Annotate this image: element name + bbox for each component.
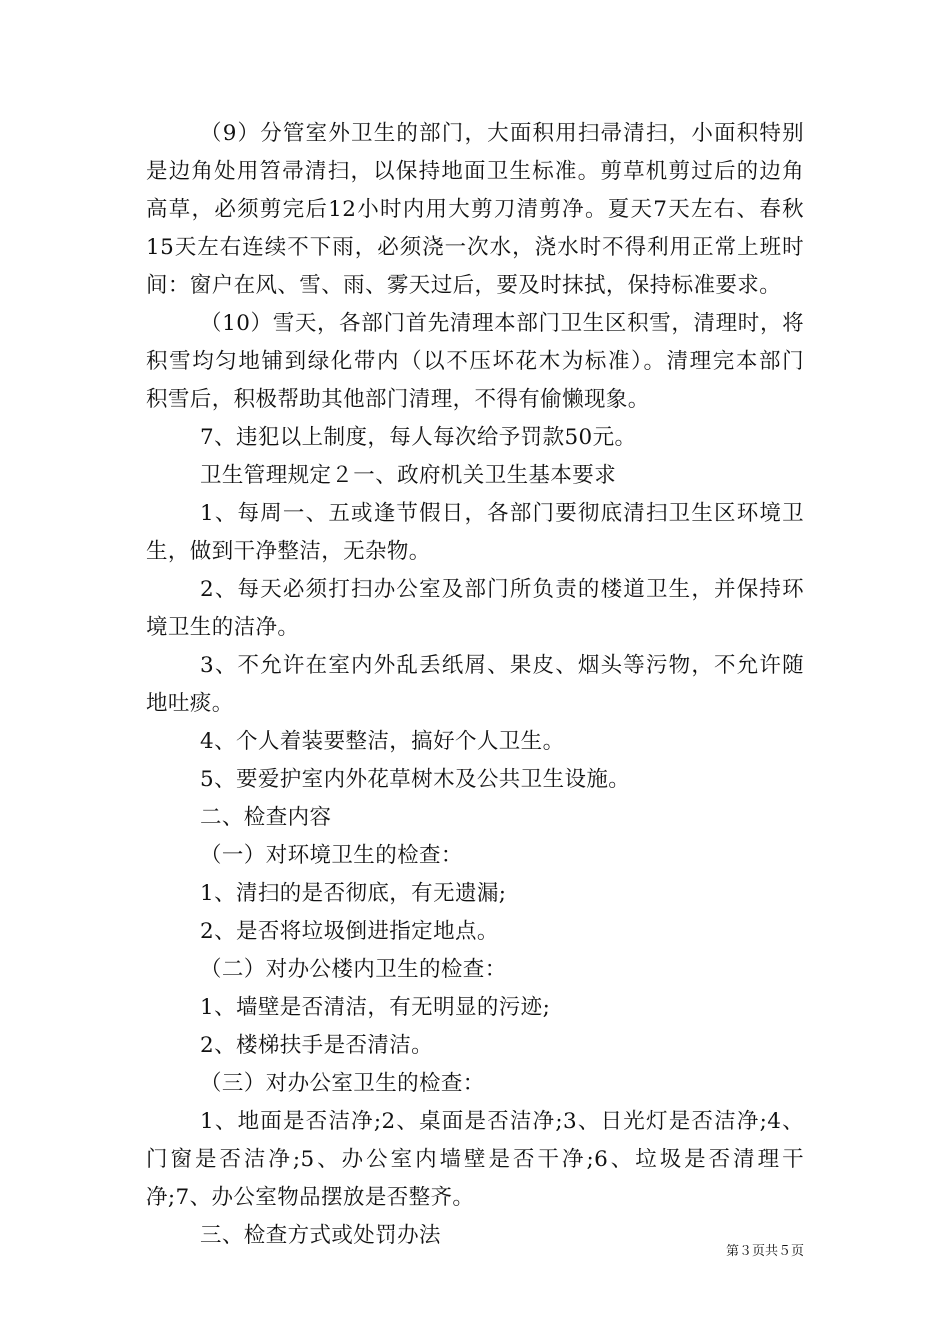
paragraph-line: （9）分管室外卫生的部门，大面积用扫帚清扫，小面积特别 (200, 121, 804, 146)
paragraph-line: 4、个人着装要整洁，搞好个人卫生。 (200, 729, 565, 754)
paragraph-line: 净;7、办公室物品摆放是否整齐。 (146, 1185, 475, 1210)
paragraph-line: 15天左右连续不下雨，必须浇一次水，浇水时不得利用正常上班时 (146, 235, 804, 260)
section-heading: 三、检查方式或处罚办法 (200, 1223, 441, 1248)
paragraph-line: 1、每周一、五或逢节假日，各部门要彻底清扫卫生区环境卫 (200, 501, 804, 526)
paragraph-line: 是边角处用笤帚清扫，以保持地面卫生标准。剪草机剪过后的边角 (146, 159, 804, 184)
paragraph-line: 积雪均匀地铺到绿化带内（以不压坏花木为标准）。清理完本部门 (146, 349, 804, 374)
paragraph-line: 2、楼梯扶手是否清洁。 (200, 1033, 434, 1058)
paragraph-line: 生，做到干净整洁，无杂物。 (146, 539, 431, 564)
subsection-heading: （一）对环境卫生的检查： (200, 843, 463, 868)
section-heading: 二、检查内容 (200, 805, 332, 830)
page-number: 第３页共５页 (725, 1244, 804, 1259)
paragraph-line: 门窗是否洁净;5、办公室内墙壁是否干净;6、垃圾是否清理干 (146, 1147, 804, 1172)
section-heading: 卫生管理规定２一、政府机关卫生基本要求 (200, 463, 617, 488)
paragraph-line: 积雪后，积极帮助其他部门清理，不得有偷懒现象。 (146, 387, 650, 412)
paragraph-line: 1、地面是否洁净;2、桌面是否洁净;3、日光灯是否洁净;4、 (200, 1109, 804, 1134)
paragraph-line: 3、不允许在室内外乱丢纸屑、果皮、烟头等污物，不允许随 (200, 653, 804, 678)
paragraph-line: 间：窗户在风、雪、雨、雾天过后，要及时抹拭，保持标准要求。 (146, 273, 782, 298)
paragraph-line: 2、每天必须打扫办公室及部门所负责的楼道卫生，并保持环 (200, 577, 804, 602)
paragraph-line: 2、是否将垃圾倒进指定地点。 (200, 919, 499, 944)
paragraph-line: 7、违犯以上制度，每人每次给予罚款50元。 (200, 425, 637, 450)
paragraph-line: 地吐痰。 (146, 691, 234, 716)
paragraph-line: 1、清扫的是否彻底，有无遗漏; (200, 881, 507, 906)
paragraph-line: 1、墙壁是否清洁，有无明显的污迹; (200, 995, 551, 1020)
paragraph-line: 境卫生的洁净。 (146, 615, 300, 640)
paragraph-line: 5、要爱护室内外花草树木及公共卫生设施。 (200, 767, 631, 792)
paragraph-line: 高草，必须剪完后12小时内用大剪刀清剪净。夏天7天左右、春秋 (146, 197, 804, 222)
subsection-heading: （三）对办公室卫生的检查： (200, 1071, 485, 1096)
paragraph-line: （10）雪天，各部门首先清理本部门卫生区积雪，清理时，将 (200, 311, 804, 336)
subsection-heading: （二）对办公楼内卫生的检查： (200, 957, 507, 982)
